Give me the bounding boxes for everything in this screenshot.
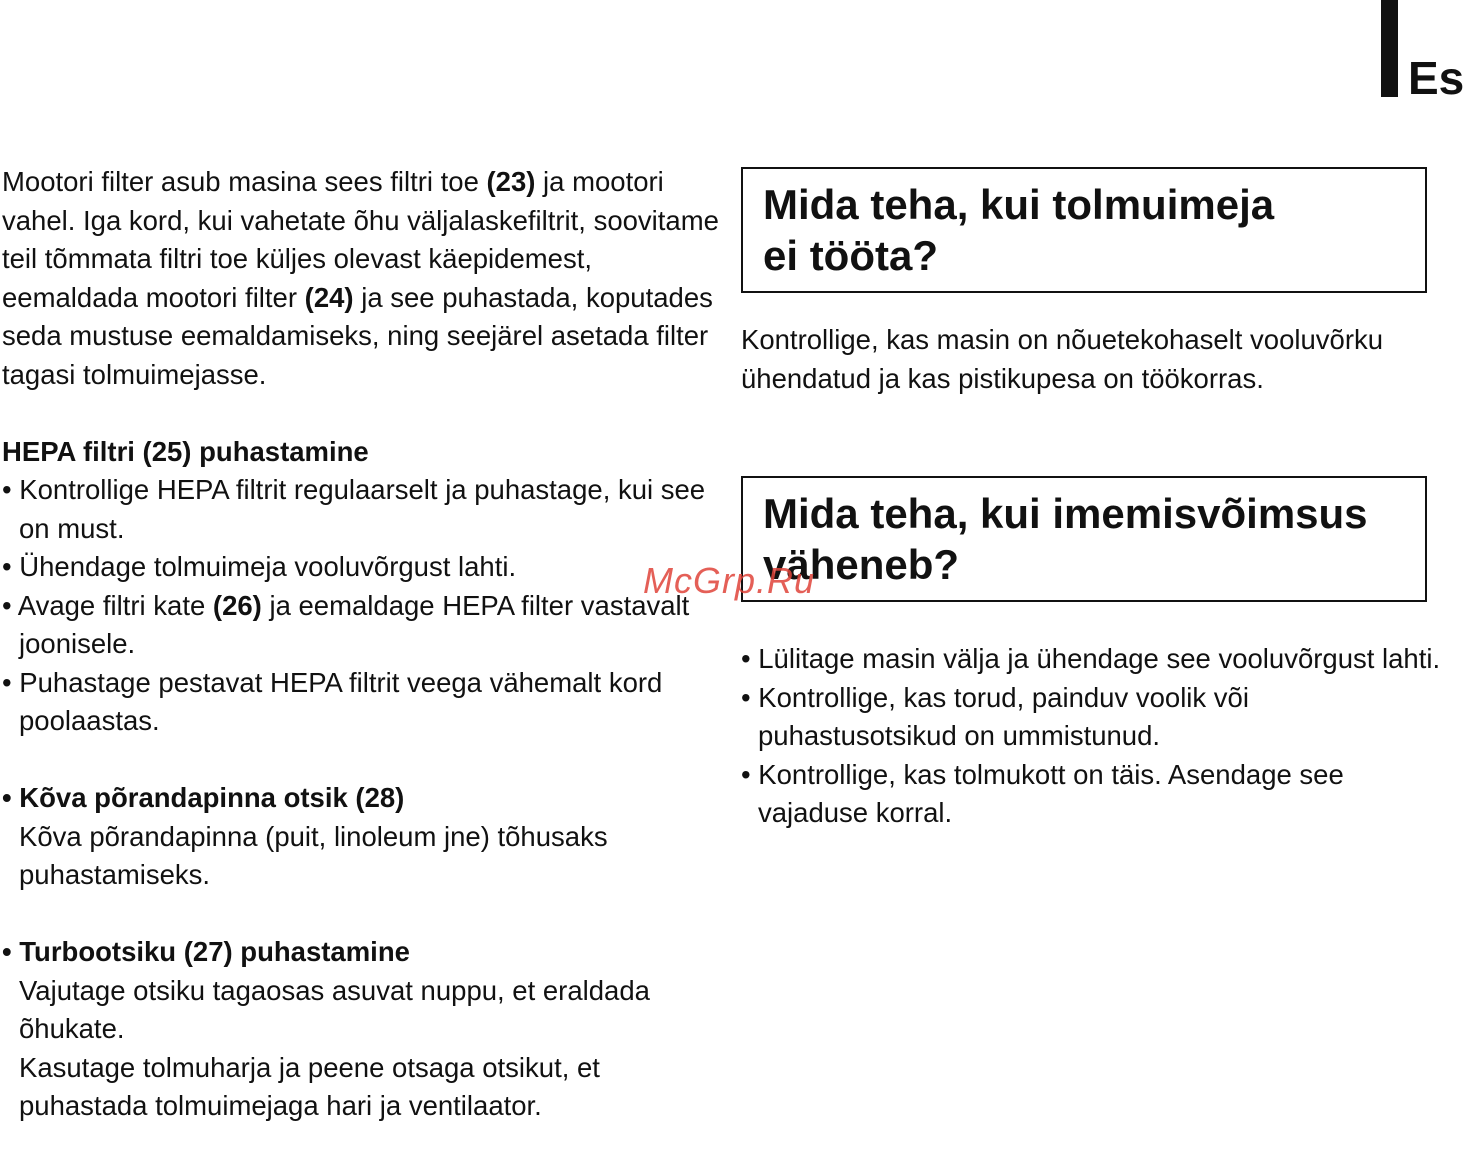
suction-drop-list	[741, 640, 1451, 833]
hepa-item-wash: • Puhastage pestavat HEPA filtrit veega vähemalt kord poolaastas.	[2, 666, 663, 736]
motor-filter-paragraph	[2, 163, 722, 394]
watermark: McGrp.Ru	[643, 560, 816, 601]
suction-drop-heading-line-1: Mida teha, kui imemisvõimsus	[763, 490, 1368, 537]
suction-drop-heading-line-2: väheneb?	[763, 541, 960, 588]
not-working-heading-line-2: ei tööta?	[763, 232, 938, 279]
hepa-ref-26: (26)	[212, 589, 262, 621]
motor-filter-ref-24: (24)	[304, 281, 354, 313]
language-code: Es	[1408, 52, 1465, 104]
suction-drop-heading-box	[741, 476, 1427, 602]
turbo-text-1: Vajutage otsiku tagaosas asuvat nuppu, et eraldada õhukate.	[19, 974, 650, 1044]
turbo-heading: • Turbootsiku (27) puhastamine	[2, 936, 410, 967]
hard-floor-heading: • Kõva põrandapinna otsik (28)	[2, 782, 405, 813]
not-working-heading-line-1: Mida teha, kui tolmuimeja	[763, 181, 1275, 228]
not-working-text: Kontrollige, kas masin on nõuetekohaselt vooluvõrku ühendatud ja kas pistikupesa on töökorras.	[741, 324, 1384, 394]
hepa-item-open-cover-post: ja eemaldage HEPA filter vastavalt joonisele.	[19, 589, 690, 659]
hepa-heading: HEPA filtri (25) puhastamine	[2, 435, 369, 467]
hepa-item-open-cover-pre: • Avage filtri kate	[2, 589, 213, 621]
suction-item-check-tubes: • Kontrollige, kas torud, painduv voolik või puhastusotsikud on ummistunud.	[741, 681, 1249, 751]
not-working-heading-box	[741, 167, 1427, 293]
language-marker-bar	[1381, 0, 1398, 97]
left-column	[2, 163, 722, 1126]
suction-item-unplug: • Lülitage masin välja ja ühendage see vooluvõrgust lahti.	[741, 643, 1441, 674]
hard-floor-text: Kõva põrandapinna (puit, linoleum jne) tõhusaks puhastamiseks.	[19, 820, 608, 890]
motor-filter-ref-23: (23)	[486, 166, 536, 197]
spacer	[2, 741, 722, 780]
motor-filter-text-3: ja see puhastada, koputades seda mustuse eemaldamiseks, ning seejärel asetada filter tagasi tolmuimejasse.	[2, 281, 713, 390]
hepa-item-open-cover	[2, 587, 722, 664]
motor-filter-text-1: Mootori filter asub masina sees filtri toe	[2, 166, 487, 197]
spacer	[2, 895, 722, 934]
spacer	[2, 394, 722, 433]
turbo-text-2: Kasutage tolmuharja ja peene otsaga otsikut, et puhastada tolmuimejaga hari ja ventilaator.	[19, 1051, 600, 1121]
hepa-item-unplug: • Ühendage tolmuimeja vooluvõrgust lahti.	[2, 551, 517, 582]
hepa-item-check: • Kontrollige HEPA filtrit regulaarselt ja puhastage, kui see on must.	[2, 474, 706, 544]
suction-item-check-bag: • Kontrollige, kas tolmukott on täis. Asendage see vajaduse korral.	[741, 758, 1344, 828]
motor-filter-text-2: ja mootori vahel. Iga kord, kui vahetate õhu väljalaskefiltrit, soovitame teil tõmmata filtri toe küljes olevast käepidemest, eemaldada mootori filter	[2, 166, 719, 313]
right-column	[741, 167, 1451, 833]
